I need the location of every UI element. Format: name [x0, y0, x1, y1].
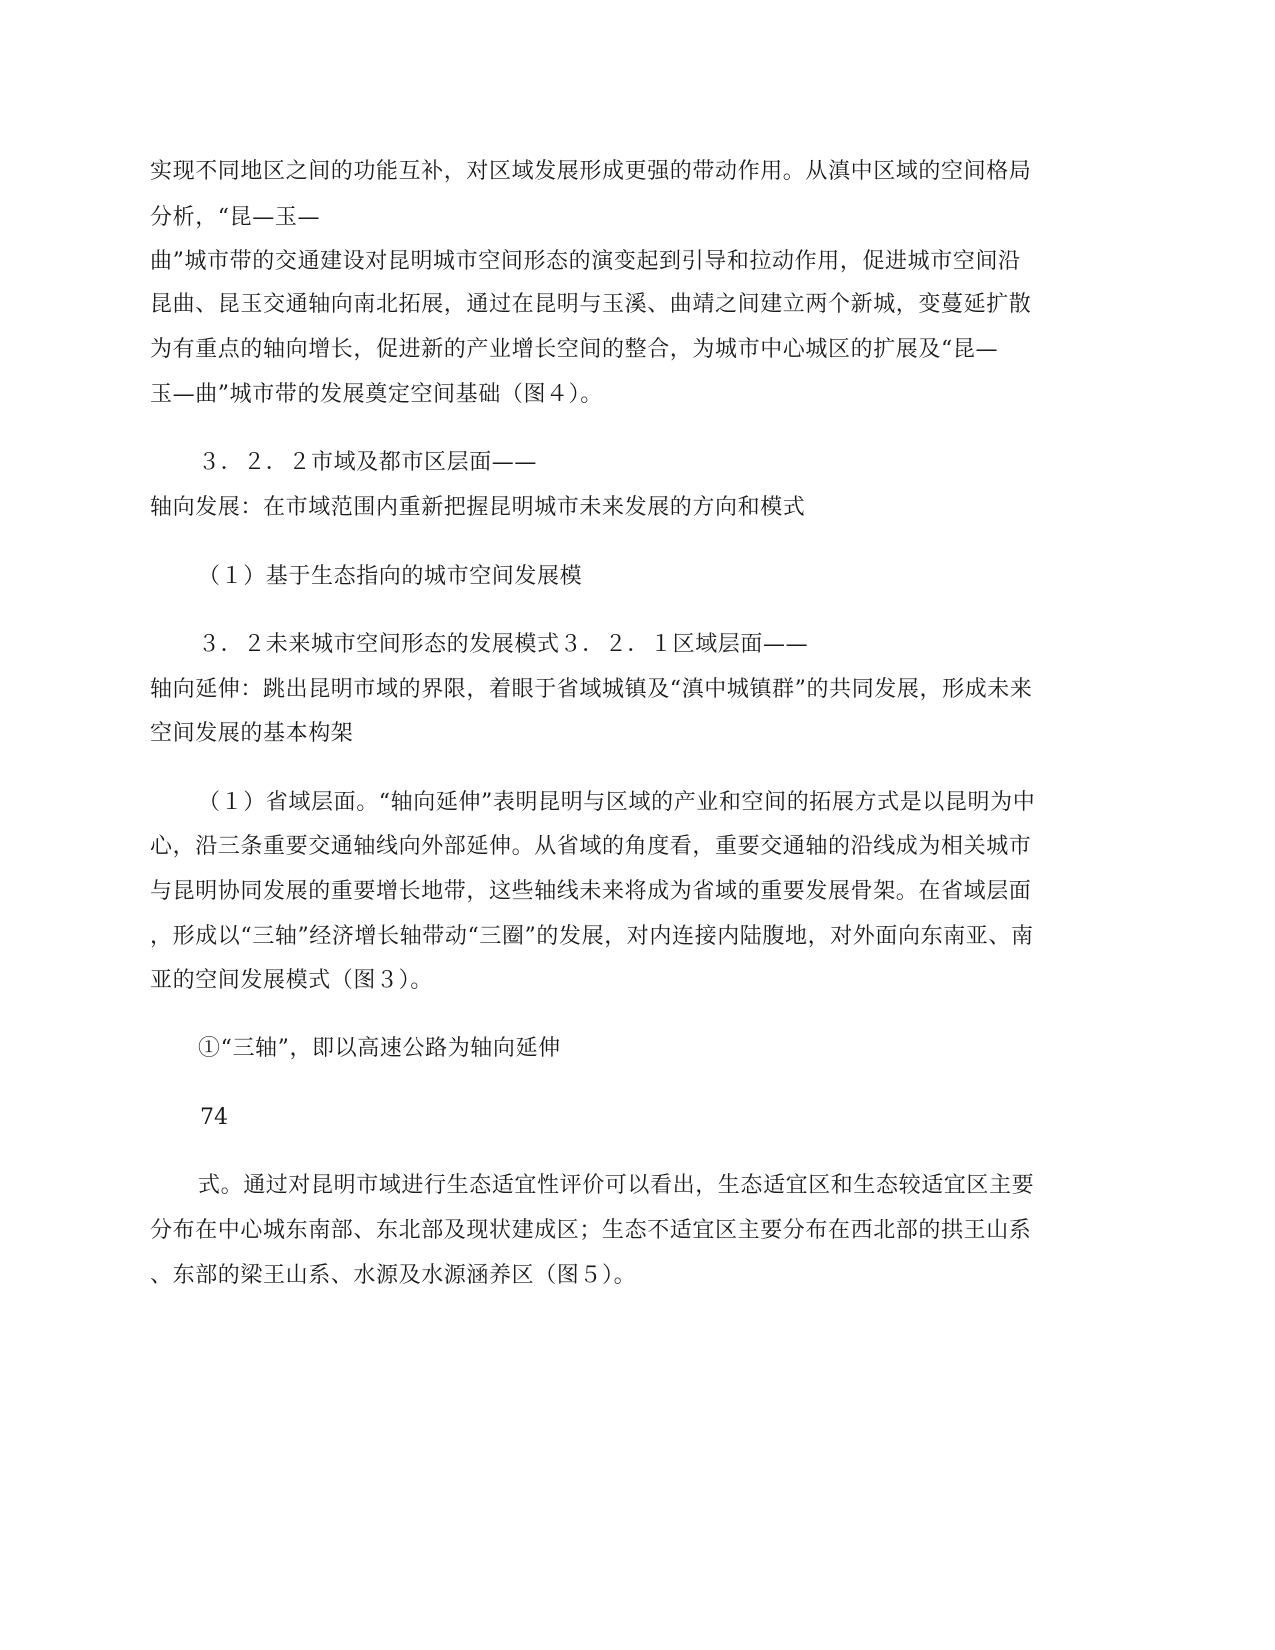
- body-text-line: 心，沿三条重要交通轴线向外部延伸。从省域的角度看，重要交通轴的沿线成为相关城市: [150, 834, 1032, 859]
- body-text-line: （１）省域层面。“轴向延伸”表明昆明与区域的产业和空间的拓展方式是以昆明为中: [198, 790, 1036, 815]
- body-text-line: 实现不同地区之间的功能互补，对区域发展形成更强的带动作用。从滇中区域的空间格局: [150, 159, 1032, 184]
- body-text-line: （１）基于生态指向的城市空间发展模: [198, 564, 583, 589]
- page-number: 74: [200, 1105, 228, 1130]
- body-text-line: 玉—曲”城市带的发展奠定空间基础（图４）。: [150, 382, 603, 407]
- body-text-line: 分布在中心城东南部、东北部及现状建成区；生态不适宜区主要分布在西北部的拱王山系: [150, 1218, 1032, 1243]
- section-heading-continuation: 轴向延伸：跳出昆明市域的界限，着眼于省域城镇及“滇中城镇群”的共同发展，形成未来: [150, 677, 1033, 702]
- section-heading-continuation: 轴向发展：在市域范围内重新把握昆明城市未来发展的方向和模式: [150, 495, 806, 520]
- section-heading: ３．２．２市域及都市区层面——: [198, 450, 538, 475]
- section-heading-continuation: 空间发展的基本构架: [150, 721, 354, 746]
- body-text-line: 曲”城市带的交通建设对昆明城市空间形态的演变起到引导和拉动作用，促进城市空间沿: [150, 249, 1021, 274]
- body-text-line: 、东部的梁王山系、水源及水源涵养区（图５）。: [150, 1263, 637, 1288]
- body-text-line: 与昆明协同发展的重要增长地带，这些轴线未来将成为省域的重要发展骨架。在省域层面: [150, 879, 1032, 904]
- body-text-line: 昆曲、昆玉交通轴向南北拓展，通过在昆明与玉溪、曲靖之间建立两个新城，变蔓延扩散: [150, 292, 1032, 317]
- body-text-line: ①“三轴”，即以高速公路为轴向延伸: [198, 1036, 561, 1061]
- body-text-line: ，形成以“三轴”经济增长轴带动“三圈”的发展，对内连接内陆腹地，对外面向东南亚、南: [150, 924, 1034, 949]
- body-text-line: 亚的空间发展模式（图３）。: [150, 968, 433, 993]
- body-text-line: 为有重点的轴向增长，促进新的产业增长空间的整合，为城市中心城区的扩展及“昆—: [150, 337, 999, 362]
- section-heading: ３．２未来城市空间形态的发展模式３．２．１区域层面——: [198, 632, 809, 657]
- body-text-line: 分析，“昆—玉—: [150, 205, 321, 230]
- body-text-line: 式。通过对昆明市域进行生态适宜性评价可以看出，生态适宜区和生态较适宜区主要: [198, 1173, 1035, 1198]
